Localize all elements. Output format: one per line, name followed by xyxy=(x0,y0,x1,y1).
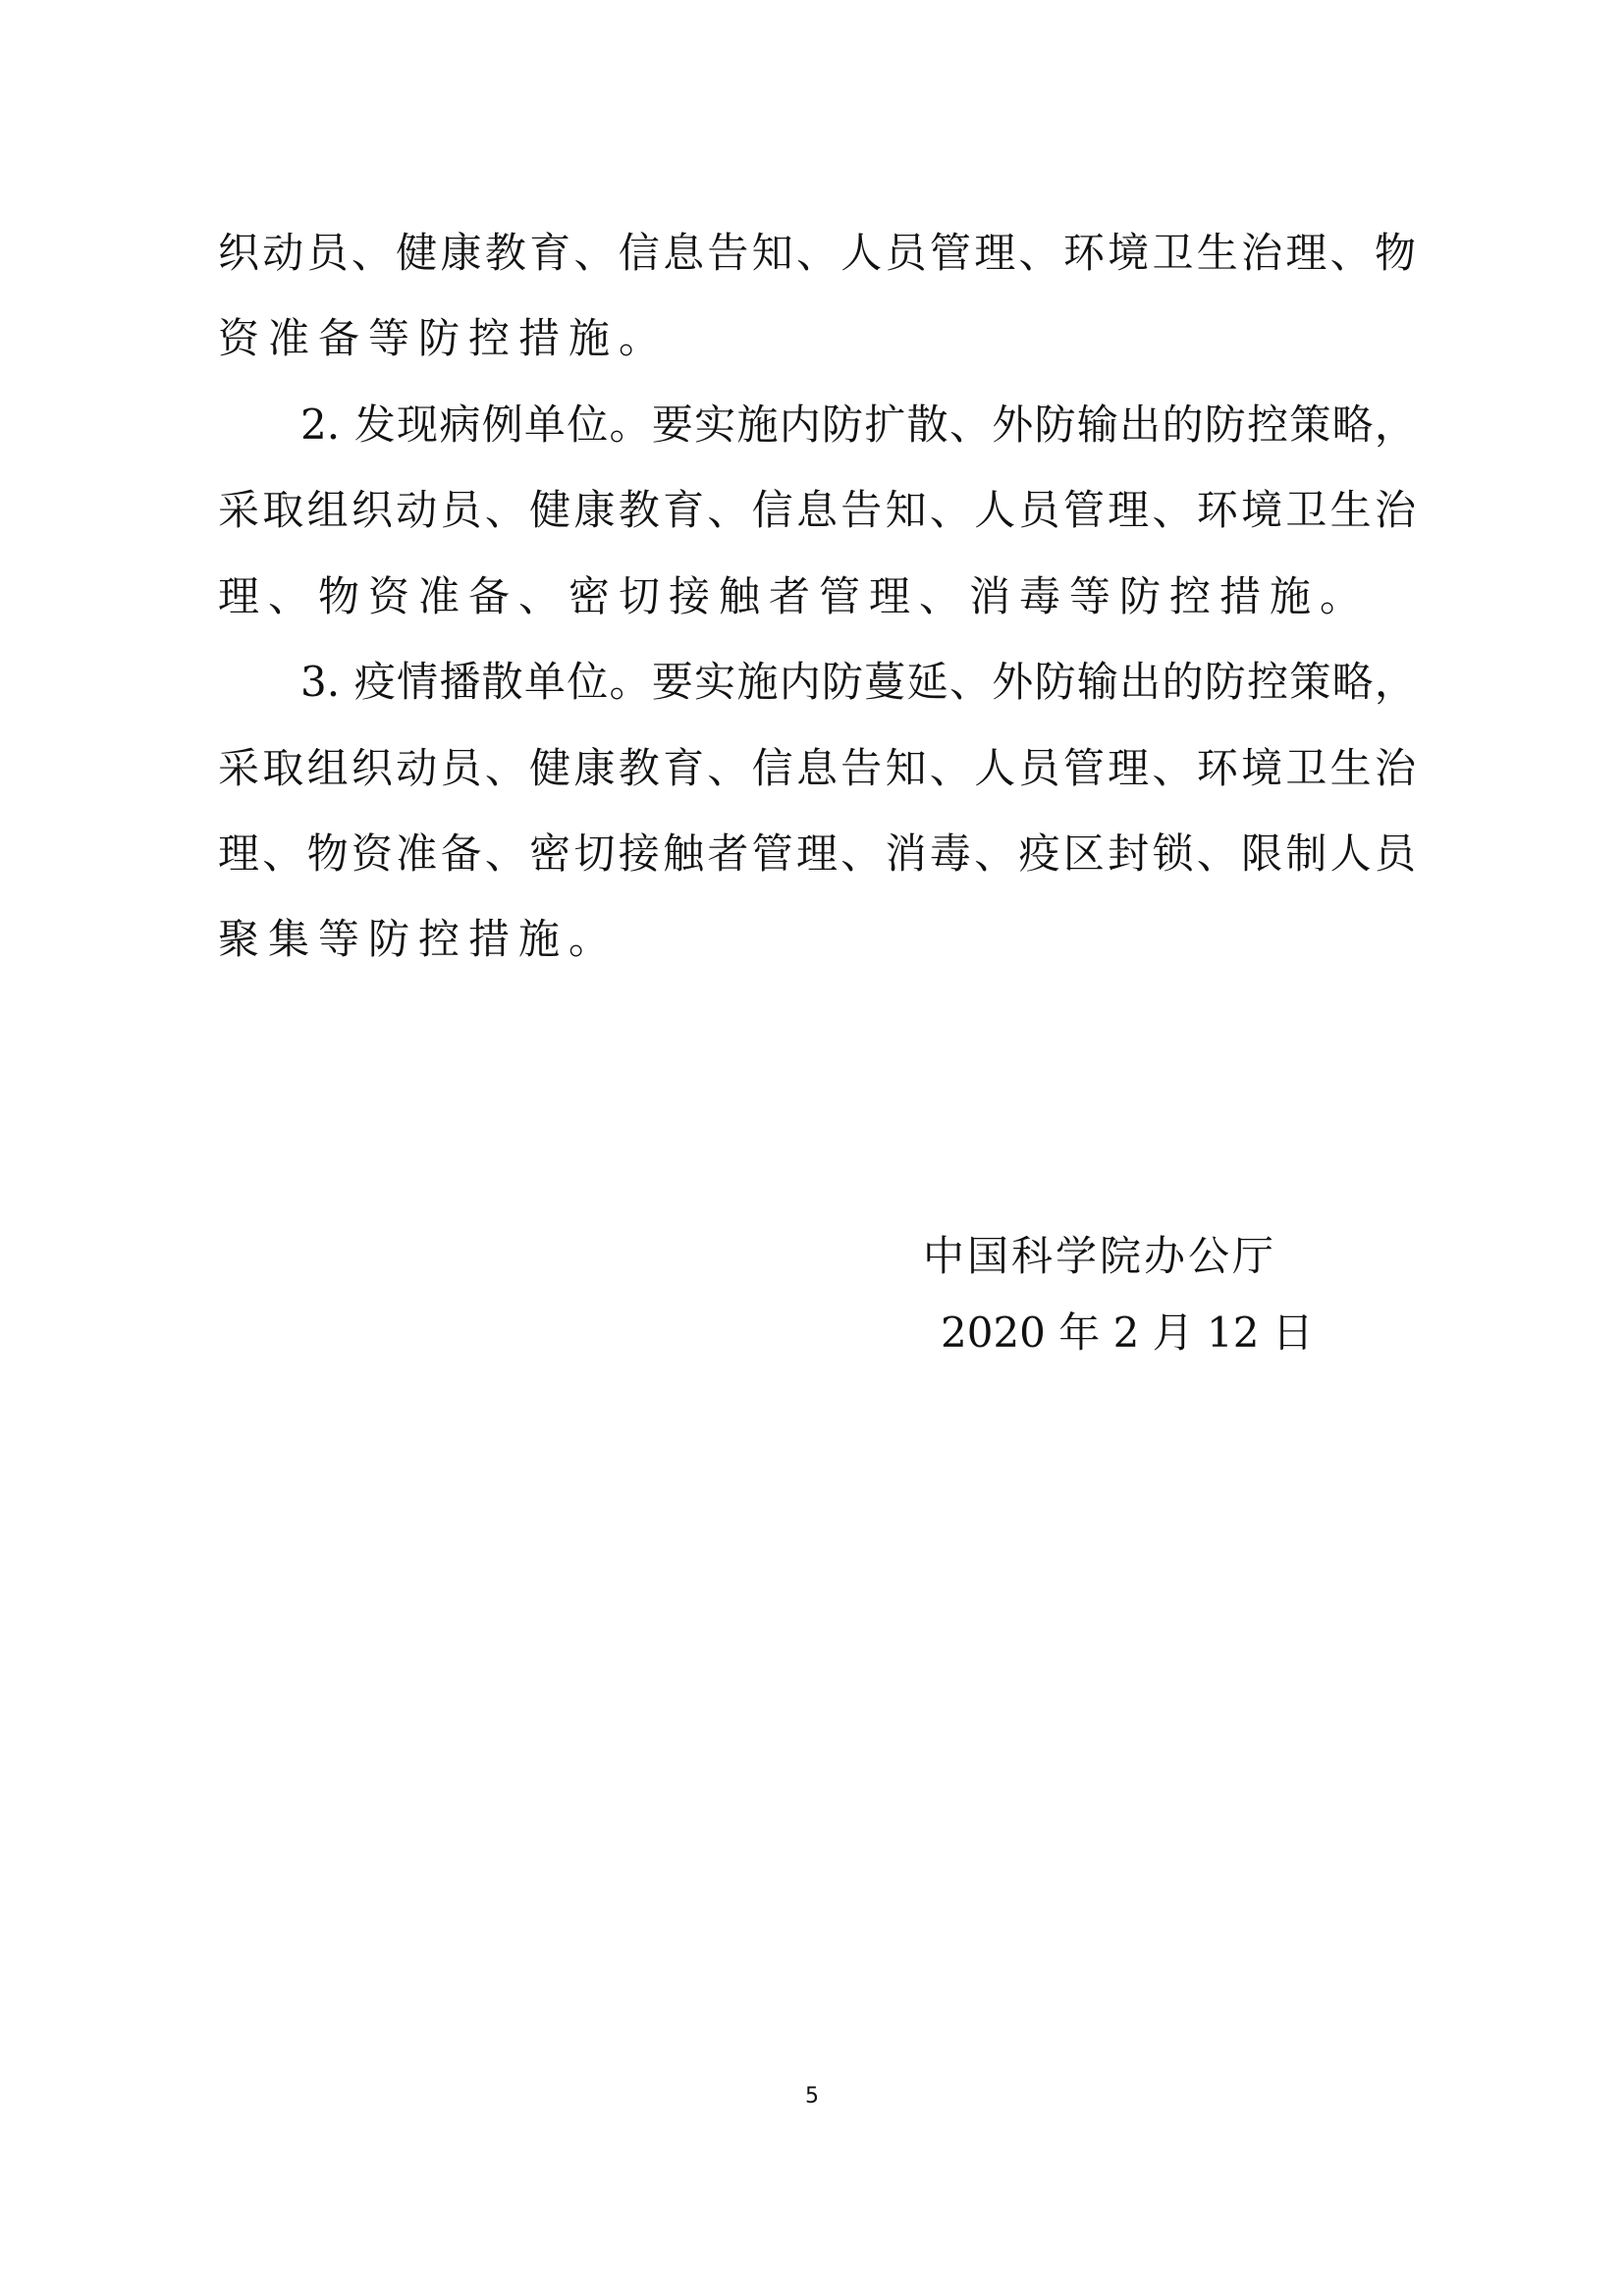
signature-date: 2020 年 2 月 12 日 xyxy=(941,1308,1314,1357)
item-3-first-line: 3. 疫情播散单位。要实施内防蔓延、外防输出的防控策略， xyxy=(300,658,1416,706)
item-2-line-2: 采取组织动员、健康教育、信息告知、人员管理、环境卫生治 xyxy=(218,486,1416,534)
item-2-line-3: 理、物资准备、密切接触者管理、消毒等防控措施。 xyxy=(218,572,1371,620)
body-line-1: 织动员、健康教育、信息告知、人员管理、环境卫生治理、物 xyxy=(218,229,1416,277)
item-2-first-line: 2. 发现病例单位。要实施内防扩散、外防输出的防控策略， xyxy=(300,400,1416,449)
signature-organization: 中国科学院办公厅 xyxy=(923,1232,1277,1280)
item-3-line-4: 聚集等防控措施。 xyxy=(218,915,620,963)
body-line-2: 资准备等防控措施。 xyxy=(218,314,670,362)
item-3-line-2: 采取组织动员、健康教育、信息告知、人员管理、环境卫生治 xyxy=(218,744,1416,792)
page-number: 5 xyxy=(805,2084,819,2109)
item-3-line-3: 理、物资准备、密切接触者管理、消毒、疫区封锁、限制人员 xyxy=(218,829,1416,878)
